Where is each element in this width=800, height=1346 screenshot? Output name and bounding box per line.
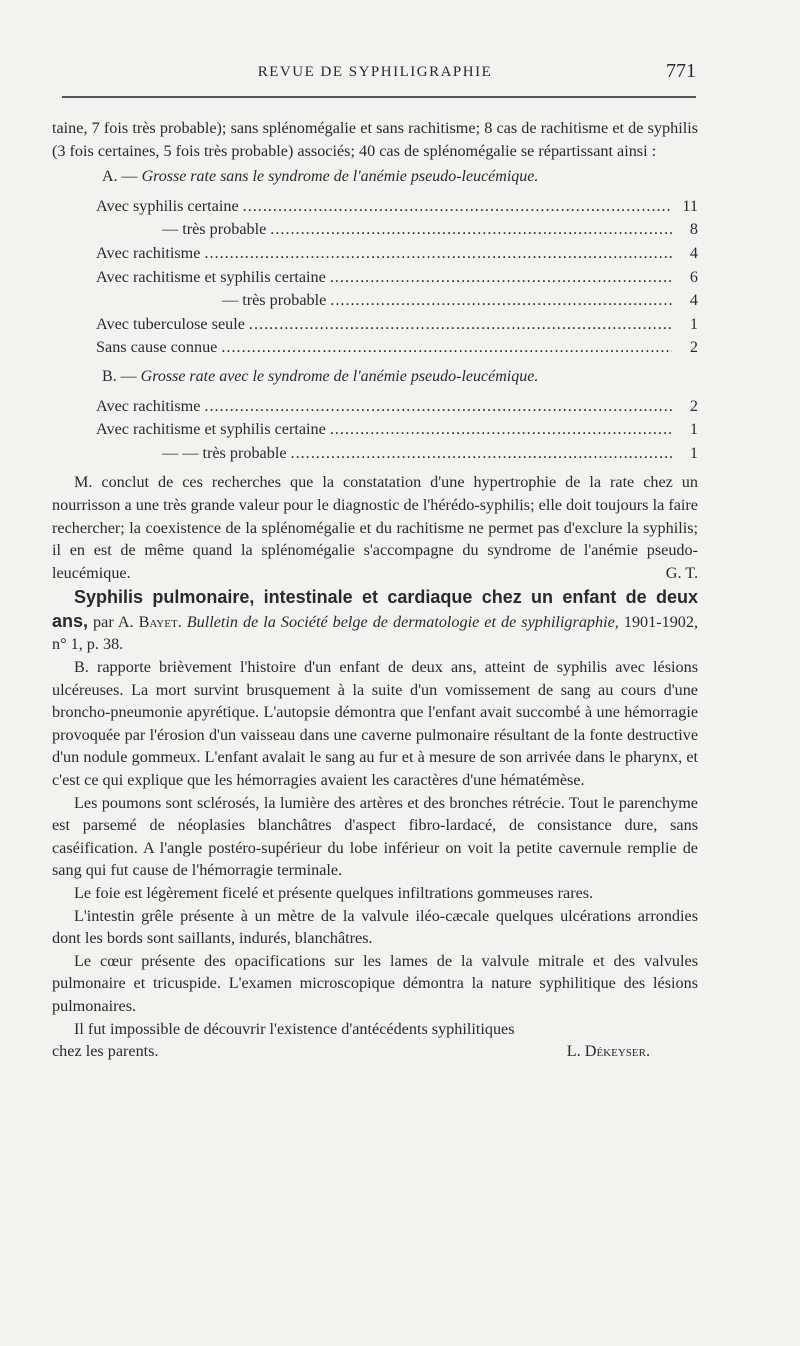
closing-line-2: chez les parents. <box>52 1042 159 1061</box>
section-b-list <box>52 395 698 466</box>
section-a-title: Grosse rate sans le syndrome de l'anémie pseudo-leucémique. <box>141 168 539 186</box>
header-rule <box>62 96 696 98</box>
section-a-heading <box>52 166 698 189</box>
paragraph: Le foie est légèrement ficelé et présente quelques infiltrations gommeuses rares. <box>74 884 594 902</box>
list-item: — — très probable ..... 1 <box>52 442 698 466</box>
section-b-title: Grosse rate avec le syndrome de l'anémie pseudo-leucémique. <box>140 367 539 385</box>
journal-name: Bulletin de la Société belge de dermatologie et de syphiligraphie, <box>186 612 619 631</box>
page-header <box>52 60 698 88</box>
list-item: Avec rachitisme et syphilis certaine ..... 1 <box>52 418 698 442</box>
list-item: Avec tuberculose seule ..... 1 <box>52 313 698 337</box>
list-item: Avec rachitisme ..... 2 <box>52 395 698 419</box>
list-item: — très probable ..... 4 <box>52 289 698 313</box>
closing-line: Il fut impossible de découvrir l'existence d'antécédents syphilitiques <box>74 1019 515 1038</box>
paragraph: Les poumons sont sclérosés, la lumière des artères et des bronches rétrécie. Tout le parenchyme est parsemé de néoplasies blanchâtres d'aspect fibro-lardacé, de consistance dure, sans caséification. A l'angle postéro-supérieur du lobe inférieur on voit la petite cavernule remplie de sang qui fut cause de l'hémorragie terminale. <box>52 793 698 880</box>
list-item: Sans cause connue ..... 2 <box>52 336 698 360</box>
article-body <box>52 117 698 1063</box>
article-author: Bayet. <box>138 612 182 631</box>
list-item: Avec syphilis certaine ..... 11 <box>52 195 698 219</box>
conclusion-signature: G. T. <box>665 563 698 582</box>
section-b-heading <box>52 366 698 389</box>
paragraph: Le cœur présente des opacifications sur les lames de la valvule mitrale et des valvules pulmonaire et tricuspide. L'examen microscopique démontra la nature syphilitique des lésions pulmonaires. <box>52 951 698 1015</box>
list-item: Avec rachitisme et syphilis certaine ..... 6 <box>52 266 698 290</box>
conclusion-paragraph: M. conclut de ces recherches que la constatation d'une hypertrophie de la rate chez un nourrisson a une très grande valeur pour le diagnostic de l'hérédo-syphilis; elle doit toujours la faire rechercher; la coexistence de la splénomégalie et du rachitisme ne permet pas d'exclure la syphilis; il en est de même quand la splénomégalie s'accompagne du syndrome de l'anémie pseudo-leucémique. G. T. <box>52 471 698 584</box>
section-a-list <box>52 195 698 360</box>
paragraph: B. rapporte brièvement l'histoire d'un enfant de deux ans, atteint de syphilis avec lésions ulcéreuses. La mort survint brusquement à la suite d'un vomissement de sang au cours d'une broncho-pneumonie apyrétique. L'autopsie démontra que l'enfant avait succombé à une hémorragie provoquée par l'érosion d'un vaisseau dans une caverne pulmonaire résultant de la fonte destructive d'un nodule gommeux. L'enfant avalait le sang au fur et à mesure de son arrivée dans le pharynx, et c'est ce qui explique que les hémorragies avaient les caractères d'une hématémèse. <box>52 658 698 790</box>
article-citation: Syphilis pulmonaire, intestinale et cardiaque chez un enfant de deux ans, par A. Bayet. Bulletin de la Société belge de dermatologie et de syphiligraphie, 1901-1902, n° 1, p. 38. <box>52 587 699 654</box>
section-b-letter: B. — <box>102 367 137 385</box>
running-title: REVUE DE SYPHILIGRAPHIE <box>257 64 493 80</box>
closing-footer <box>52 1040 698 1063</box>
page-number: 771 <box>666 60 696 82</box>
list-item: — très probable ..... 8 <box>52 218 698 242</box>
list-item: Avec rachitisme ..... 4 <box>52 242 698 266</box>
article-title: Syphilis pulmonaire, intestinale et cardiaque chez un enfant de deux ans, <box>52 587 698 631</box>
journal-ref: 1901-1902, n° 1, p. 38. <box>52 612 699 654</box>
closing-signature: L. Dékeyser. <box>566 1042 650 1061</box>
intro-paragraph: taine, 7 fois très probable); sans splénomégalie et sans rachitisme; 8 cas de rachitisme et de syphilis (3 fois certaines, 5 fois très probable) associés; 40 cas de splénomégalie se répartissant ainsi : <box>52 119 698 160</box>
section-a-letter: A. — <box>102 168 138 186</box>
paragraph: L'intestin grêle présente à un mètre de la valvule iléo-cæcale quelques ulcérations arrondies dont les bords sont saillants, indurés, blanchâtres. <box>52 906 698 948</box>
